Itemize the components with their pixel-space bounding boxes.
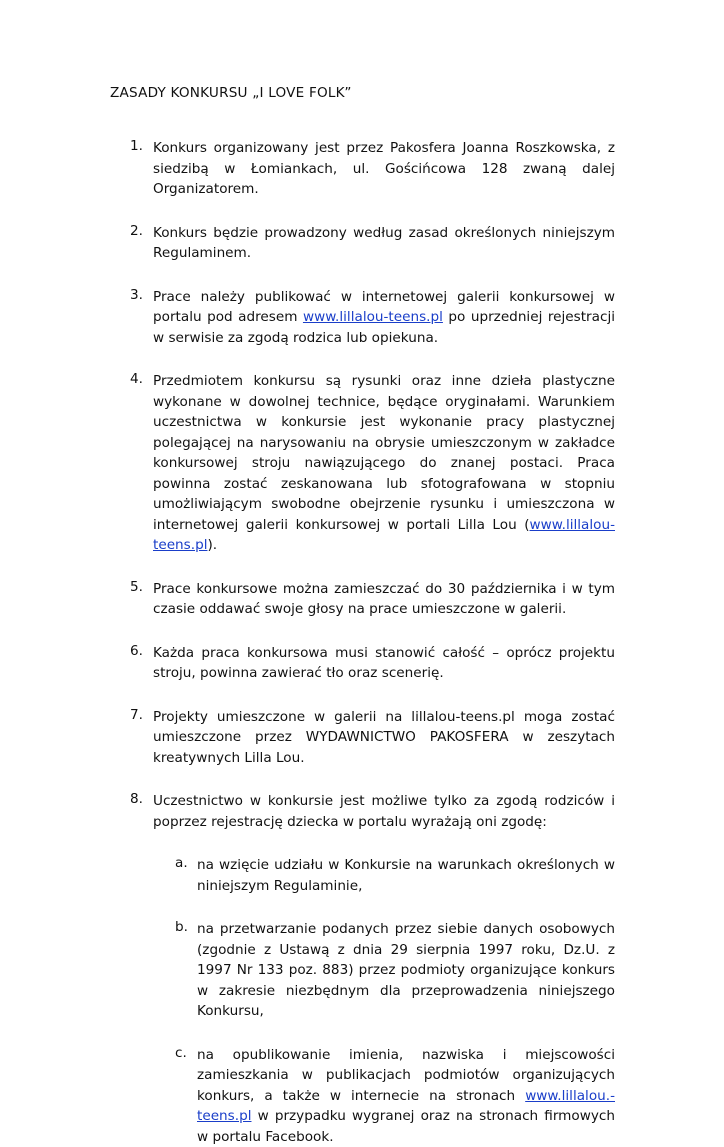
rule-number: 1. bbox=[130, 138, 143, 154]
rule-item bbox=[0, 287, 724, 349]
rule-number: 4. bbox=[130, 371, 143, 387]
consent-text-part: w przypadku wygranej oraz na stronach firmowych w portalu Facebook. bbox=[197, 1108, 615, 1145]
rule-number: 6. bbox=[130, 643, 143, 659]
rule-item bbox=[0, 791, 724, 832]
rule-item bbox=[0, 223, 724, 264]
consent-item bbox=[0, 1045, 724, 1147]
rule-item bbox=[0, 371, 724, 556]
rule-text: Konkurs organizowany jest przez Pakosfera Joanna Roszkowska, z siedzibą w Łomiankach, ul. Gościńcowa 128 zwaną dalej Organizatorem. bbox=[153, 138, 615, 200]
rule-text: Projekty umieszczone w galerii na lillalou-teens.pl moga zostać umieszczone przez WYDAWNICTWO PAKOSFERA w zeszytach kreatywnych Lilla Lou. bbox=[153, 707, 615, 769]
rule-text: Prace konkursowe można zamieszczać do 30 października i w tym czasie oddawać swoje głosy na prace umieszczone w galerii. bbox=[153, 579, 615, 620]
rule-text-part: Prace należy publikować w internetowej galerii konkursowej w portalu pod adresem bbox=[153, 289, 615, 326]
rule-number: 3. bbox=[130, 287, 143, 303]
rule-item bbox=[0, 707, 724, 769]
consent-text: na wzięcie udziału w Konkursie na warunkach określonych w niniejszym Regulaminie, bbox=[197, 855, 615, 896]
rule-number: 5. bbox=[130, 579, 143, 595]
consent-letter: a. bbox=[175, 855, 188, 871]
rule-number: 8. bbox=[130, 791, 143, 807]
rule-number: 2. bbox=[130, 223, 143, 239]
rules-list bbox=[0, 138, 724, 1147]
rule-item bbox=[0, 138, 724, 200]
rule-text-part: ). bbox=[207, 537, 217, 553]
consent-text-part: na opublikowanie imienia, nazwiska i miejscowości zamieszkania w publikacjach podmiotów organizujących konkurs, a także w internecie na stronach bbox=[197, 1047, 615, 1104]
rule-text bbox=[153, 371, 615, 556]
rule-text bbox=[153, 287, 615, 349]
rule-text: Każda praca konkursowa musi stanowić całość – oprócz projektu stroju, powinna zawierać tło oraz scenerię. bbox=[153, 643, 615, 684]
rule-number: 7. bbox=[130, 707, 143, 723]
consent-letter: b. bbox=[175, 919, 188, 935]
rule-text: Konkurs będzie prowadzony według zasad określonych niniejszym Regulaminem. bbox=[153, 223, 615, 264]
rule-text-part: Przedmiotem konkursu są rysunki oraz inne dzieła plastyczne wykonane w dowolnej technice, będące oryginałami. Warunkiem uczestnictwa w konkursie jest wykonanie pracy plastycznej polegającej na narysowaniu na obrysie umieszczonym w zakładce konkursowej stroju nawiązującego do znanej postaci. Praca powinna zostać zeskanowana lub sfotografowana w stopniu umożliwiającym swobodne obejrzenie rysunku i umieszczona w internetowej galerii konkursowej w portali Lilla Lou ( bbox=[153, 373, 615, 533]
lillalou-link[interactable]: www.lillalou-teens.pl bbox=[303, 309, 443, 325]
rule-item bbox=[0, 579, 724, 620]
consent-item bbox=[0, 855, 724, 896]
document-title: ZASADY KONKURSU „I LOVE FOLK” bbox=[110, 85, 352, 101]
rule-item bbox=[0, 643, 724, 684]
consent-item bbox=[0, 919, 724, 1022]
rule-text-part: po uprzedniej rejestracji w serwisie za zgodą rodzica lub opiekuna. bbox=[153, 309, 615, 346]
consent-text bbox=[197, 1045, 615, 1147]
consent-letter: c. bbox=[175, 1045, 187, 1061]
rule-text: Uczestnictwo w konkursie jest możliwe tylko za zgodą rodziców i poprzez rejestrację dziecka w portalu wyrażają oni zgodę: bbox=[153, 791, 615, 832]
consent-text: na przetwarzanie podanych przez siebie danych osobowych (zgodnie z Ustawą z dnia 29 sierpnia 1997 roku, Dz.U. z 1997 Nr 133 poz. 883) przez podmioty organizujące konkurs w zakresie niezbędnym dla przeprowadzenia niniejszego Konkursu, bbox=[197, 919, 615, 1022]
lillalou-link[interactable]: www.lillalou-teens.pl bbox=[153, 517, 615, 554]
lillalou-link[interactable]: www.lillalou.-teens.pl bbox=[197, 1088, 615, 1125]
